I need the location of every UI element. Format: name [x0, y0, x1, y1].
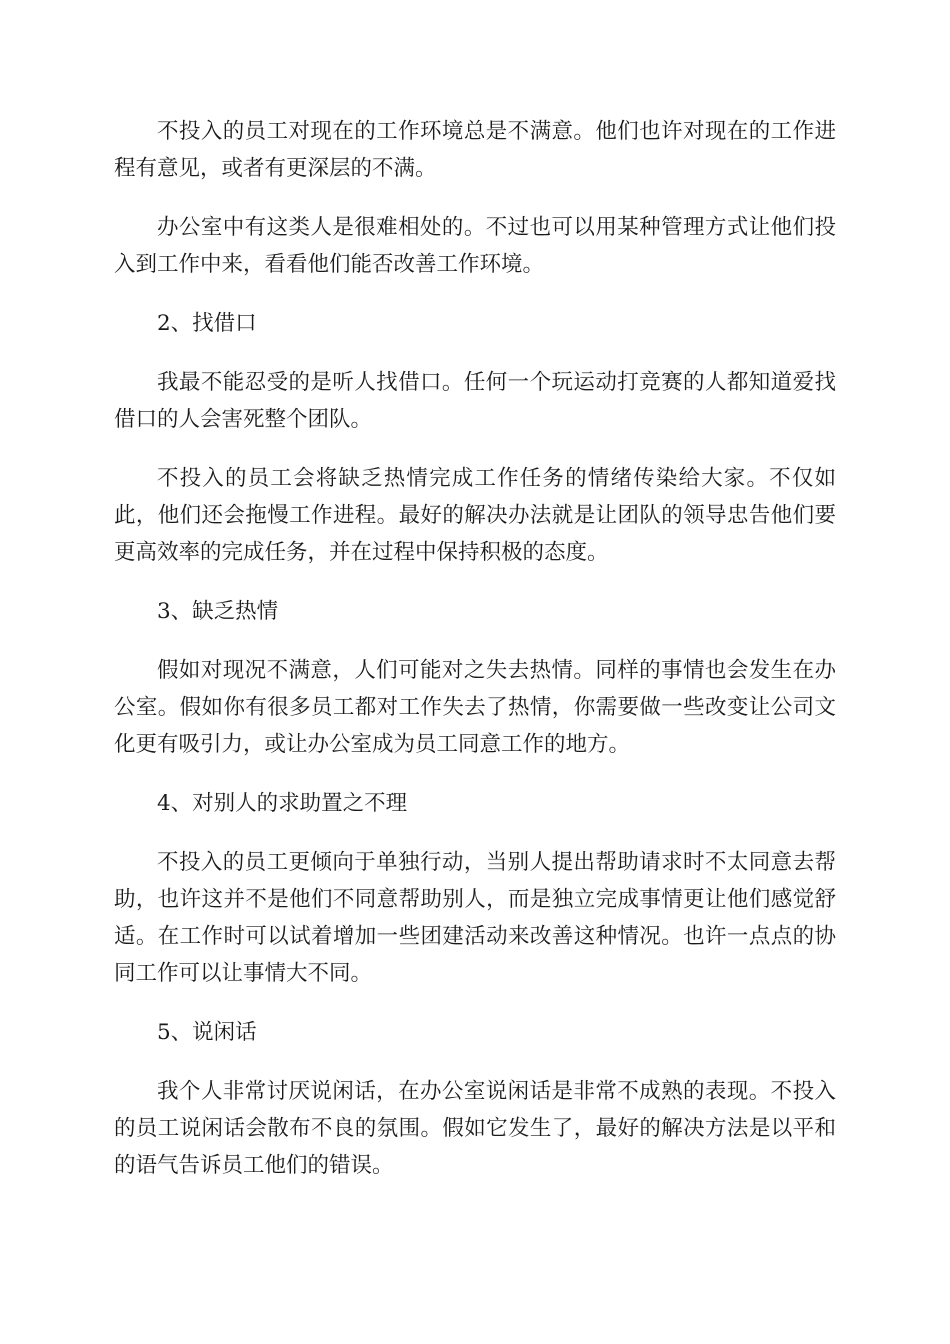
- paragraph: 办公室中有这类人是很难相处的。不过也可以用某种管理方式让他们投入到工作中来，看看他们能否改善工作环境。: [114, 215, 836, 277]
- paragraph: 我最不能忍受的是听人找借口。任何一个玩运动打竞赛的人都知道爱找借口的人会害死整个团队。: [114, 370, 836, 432]
- paragraph: 我个人非常讨厌说闲话，在办公室说闲话是非常不成熟的表现。不投入的员工说闲话会散布不良的氛围。假如它发生了，最好的解决方法是以平和的语气告诉员工他们的错误。: [114, 1079, 836, 1178]
- paragraph: 不投入的员工对现在的工作环境总是不满意。他们也许对现在的工作进程有意见，或者有更深层的不满。: [114, 119, 836, 181]
- document-body: [114, 113, 836, 1206]
- section-heading: 2、找借口: [157, 311, 257, 336]
- paragraph: 不投入的员工更倾向于单独行动，当别人提出帮助请求时不太同意去帮助，也许这并不是他们不同意帮助别人，而是独立完成事情更让他们感觉舒适。在工作时可以试着增加一些团建活动来改善这种情况。也许一点点的协同工作可以让事情大不同。: [114, 850, 836, 986]
- section-heading: 5、说闲话: [157, 1020, 257, 1045]
- paragraph: 假如对现况不满意，人们可能对之失去热情。同样的事情也会发生在办公室。假如你有很多员工都对工作失去了热情，你需要做一些改变让公司文化更有吸引力，或让办公室成为员工同意工作的地方。: [114, 658, 836, 757]
- section-heading: 3、缺乏热情: [157, 599, 279, 624]
- paragraph: 不投入的员工会将缺乏热情完成工作任务的情绪传染给大家。不仅如此，他们还会拖慢工作进程。最好的解决办法就是让团队的领导忠告他们要更高效率的完成任务，并在过程中保持积极的态度。: [114, 466, 836, 565]
- section-heading: 4、对别人的求助置之不理: [157, 791, 408, 816]
